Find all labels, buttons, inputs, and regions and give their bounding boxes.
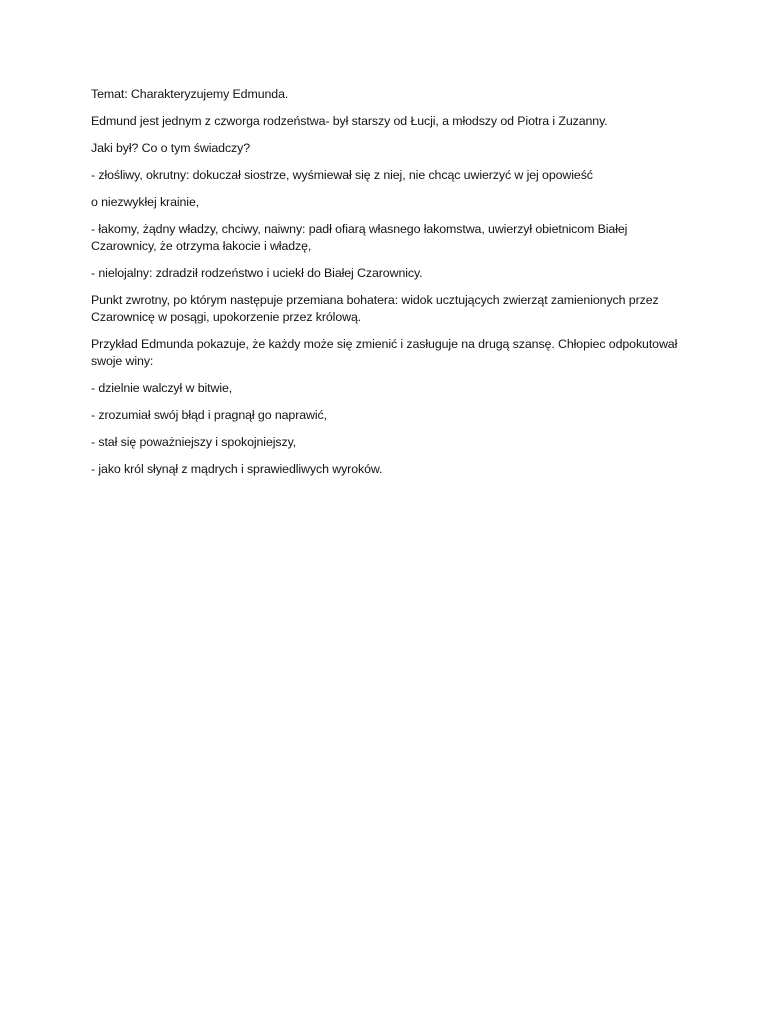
document-title: Temat: Charakteryzujemy Edmunda. [91,87,289,101]
redemption-item-understood: - zrozumiał swój błąd i pragnął go naprawić, [91,408,327,422]
redemption-item-serious: - stał się poważniejszy i spokojniejszy, [91,435,297,449]
question-line: Jaki był? Co o tym świadczy? [91,141,251,155]
trait-item-malicious-continuation: o niezwykłej krainie, [91,195,200,209]
intro-paragraph: Edmund jest jednym z czworga rodzeństwa- był starszy od Łucji, a młodszy od Piotra i Zuzanny. [91,114,608,128]
redemption-item-battle: - dzielnie walczył w bitwie, [91,381,233,395]
turning-point-paragraph: Punkt zwrotny, po którym następuje przemiana bohatera: widok ucztujących zwierząt zamienionych przez Czarownicę w posągi, upokorzenie przez królową. [91,293,659,324]
trait-item-greedy: - łakomy, żądny władzy, chciwy, naiwny: padł ofiarą własnego łakomstwa, uwierzył obietnicom Białej Czarownicy, że otrzyma łakocie i władzę, [91,222,628,253]
redemption-item-king: - jako król słynął z mądrych i sprawiedliwych wyroków. [91,462,383,476]
document-page [91,86,691,488]
trait-item-disloyal: - nielojalny: zdradził rodzeństwo i uciekł do Białej Czarownicy. [91,266,423,280]
lesson-paragraph: Przykład Edmunda pokazuje, że każdy może się zmienić i zasługuje na drugą szansę. Chłopiec odpokutował swoje winy: [91,337,678,368]
trait-item-malicious: - złośliwy, okrutny: dokuczał siostrze, wyśmiewał się z niej, nie chcąc uwierzyć w jej opowieść [91,168,593,182]
